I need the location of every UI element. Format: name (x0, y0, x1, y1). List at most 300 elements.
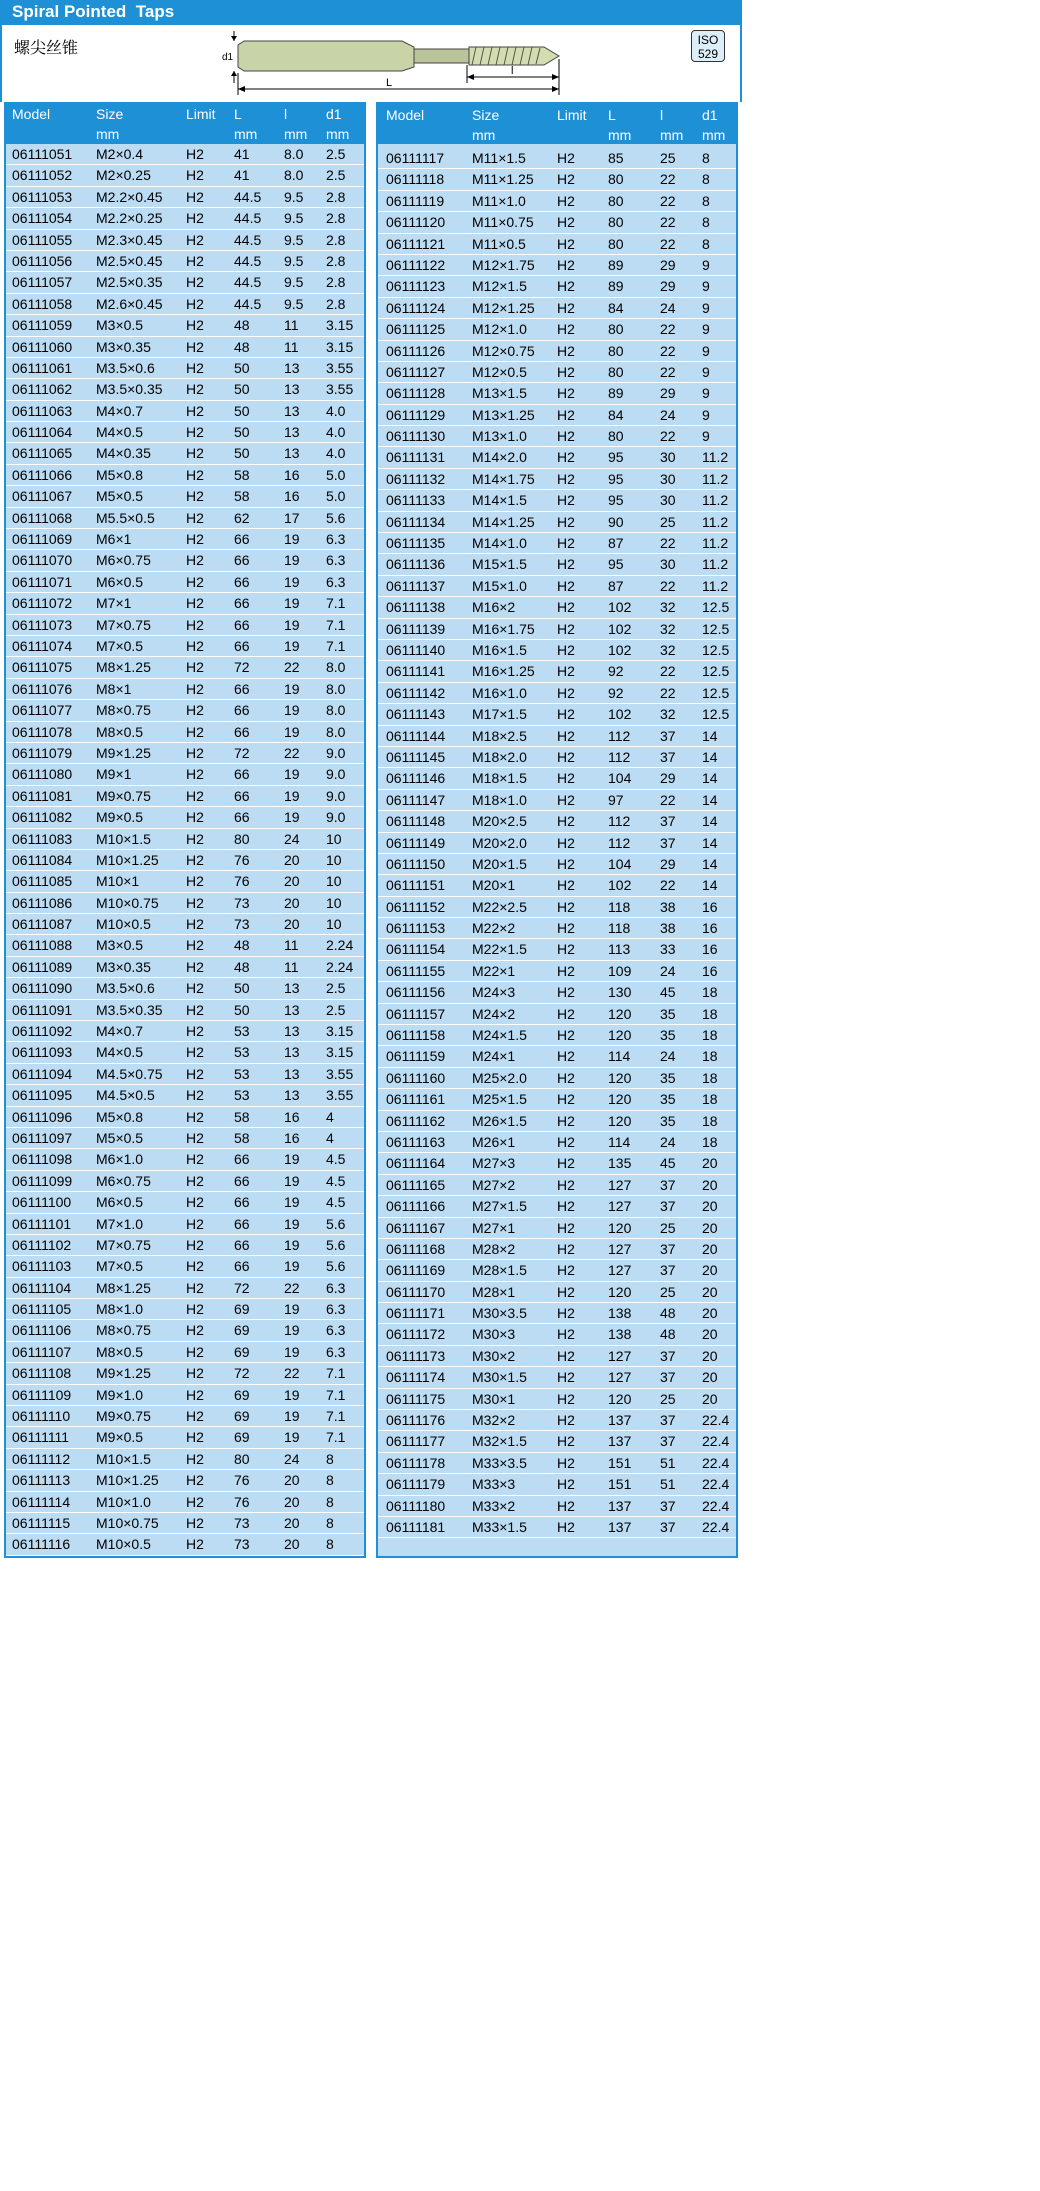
table-row (378, 1431, 736, 1452)
cell-l: 19 (284, 1172, 300, 1189)
cell-d1: 10 (326, 830, 342, 847)
cell-L: 66 (234, 1172, 250, 1189)
cell-model: 06111141 (386, 663, 446, 680)
cell-L: 44.5 (234, 188, 262, 205)
cell-model: 06111058 (12, 295, 73, 312)
table-row (6, 978, 364, 999)
table-row (378, 1175, 736, 1196)
cell-L: 97 (608, 791, 624, 808)
cell-l: 29 (660, 770, 676, 787)
cell-l: 25 (660, 1390, 676, 1407)
cell-model: 06111163 (386, 1133, 446, 1150)
table-row (378, 1496, 736, 1517)
table-row (6, 1128, 364, 1149)
table-row (6, 1470, 364, 1491)
cell-d1: 14 (702, 813, 718, 830)
cell-model: 06111126 (386, 342, 446, 359)
cell-d1: 2.5 (326, 146, 346, 162)
cell-size: M4×0.7 (96, 402, 144, 419)
cell-limit: H2 (557, 813, 575, 830)
cell-l: 35 (660, 1069, 676, 1086)
cell-size: M22×1 (472, 962, 516, 979)
cell-model: 06111173 (386, 1347, 446, 1364)
cell-size: M5×0.8 (96, 466, 144, 483)
cell-d1: 3.15 (326, 1044, 354, 1061)
cell-model: 06111144 (386, 727, 446, 744)
cell-model: 06111083 (12, 830, 73, 847)
cell-l: 8.0 (284, 167, 304, 184)
cell-limit: H2 (557, 748, 575, 765)
cell-d1: 2.5 (326, 980, 346, 997)
table-row (378, 747, 736, 768)
cell-size: M2.5×0.35 (96, 274, 163, 291)
cell-limit: H2 (186, 1408, 204, 1425)
cell-model: 06111175 (386, 1390, 446, 1407)
cell-d1: 3.55 (326, 1087, 354, 1104)
cell-d1: 4.0 (326, 445, 346, 462)
table-row (6, 315, 364, 336)
table-row (6, 871, 364, 892)
cell-L: 84 (608, 406, 624, 423)
cell-limit: H2 (186, 958, 204, 975)
cell-l: 37 (660, 1176, 676, 1193)
cell-model: 06111171 (386, 1305, 446, 1322)
cell-d1: 8 (326, 1450, 334, 1467)
cell-model: 06111112 (12, 1450, 71, 1467)
cell-model: 06111118 (386, 171, 445, 188)
cell-limit: H2 (186, 573, 204, 590)
table-row (6, 465, 364, 486)
cell-model: 06111128 (386, 385, 446, 402)
cell-limit: H2 (186, 616, 204, 633)
cell-d1: 5.6 (326, 1215, 346, 1232)
table-row (6, 529, 364, 550)
table-row (6, 914, 364, 935)
cell-limit: H2 (557, 898, 575, 915)
cell-L: 120 (608, 1390, 632, 1407)
cell-model: 06111179 (386, 1476, 446, 1493)
l-label: l (511, 65, 514, 77)
cell-l: 37 (660, 1497, 676, 1514)
table-row (378, 1260, 736, 1281)
cell-L: 120 (608, 1219, 632, 1236)
cell-size: M6×0.75 (96, 1172, 151, 1189)
cell-L: 80 (608, 235, 624, 252)
cell-limit: H2 (186, 1343, 204, 1360)
cell-limit: H2 (186, 894, 204, 911)
table-row (378, 1303, 736, 1324)
table-row (6, 679, 364, 700)
cell-d1: 22.4 (702, 1433, 730, 1450)
cell-l: 13 (284, 1087, 300, 1104)
cell-l: 19 (284, 766, 300, 783)
cell-L: 112 (608, 834, 631, 851)
cell-l: 37 (660, 1433, 676, 1450)
cell-model: 06111077 (12, 702, 73, 719)
cell-size: M27×2 (472, 1176, 516, 1193)
col-size: Size (472, 107, 500, 123)
cell-l: 22 (284, 1365, 300, 1382)
cell-L: 90 (608, 513, 624, 530)
cell-limit: H2 (557, 855, 575, 872)
cell-size: M28×2 (472, 1240, 516, 1257)
cell-l: 19 (284, 1236, 300, 1253)
table-row (378, 1324, 736, 1345)
cell-d1: 2.24 (326, 937, 354, 954)
table-row (378, 1046, 736, 1067)
cell-limit: H2 (186, 1108, 204, 1125)
cell-model: 06111119 (386, 192, 445, 209)
cell-limit: H2 (557, 577, 575, 594)
cell-l: 22 (660, 877, 676, 894)
cell-limit: H2 (186, 637, 204, 654)
cell-model: 06111154 (386, 941, 446, 958)
cell-limit: H2 (557, 214, 575, 231)
cell-model: 06111161 (386, 1091, 446, 1108)
cell-model: 06111104 (12, 1279, 72, 1296)
col-l-unit: mm (284, 126, 308, 142)
cell-l: 19 (284, 531, 300, 548)
cell-L: 92 (608, 663, 624, 680)
cell-limit: H2 (186, 1151, 204, 1168)
cell-d1: 9.0 (326, 787, 346, 804)
cell-model: 06111143 (386, 706, 446, 723)
cell-d1: 20 (702, 1305, 718, 1322)
cell-l: 13 (284, 1065, 300, 1082)
cell-limit: H2 (557, 192, 575, 209)
cell-size: M18×1.0 (472, 791, 527, 808)
col-L: L (234, 106, 242, 122)
cell-L: 89 (608, 256, 624, 273)
cell-d1: 18 (702, 1048, 718, 1065)
cell-limit: H2 (557, 428, 575, 445)
table-row (6, 1427, 364, 1448)
table-row (6, 486, 364, 507)
cell-model: 06111096 (12, 1108, 73, 1125)
table-row (6, 508, 364, 529)
cell-model: 06111068 (12, 509, 73, 526)
cell-l: 45 (660, 984, 676, 1001)
cell-L: 44.5 (234, 295, 262, 312)
cell-L: 137 (608, 1433, 632, 1450)
cell-limit: H2 (186, 1301, 204, 1318)
cell-model: 06111071 (12, 573, 73, 590)
cell-d1: 8 (326, 1515, 334, 1531)
cell-l: 22 (660, 192, 676, 209)
cell-L: 127 (608, 1240, 632, 1257)
cell-l: 22 (660, 235, 676, 252)
cell-limit: H2 (557, 770, 575, 787)
table-row (6, 1064, 364, 1085)
cell-l: 13 (284, 402, 300, 419)
cell-model: 06111132 (386, 470, 446, 487)
cell-size: M16×1.5 (472, 641, 527, 658)
cell-size: M10×1 (96, 873, 140, 890)
cell-model: 06111127 (386, 363, 446, 380)
table-row (6, 722, 364, 743)
cell-size: M28×1.5 (472, 1262, 527, 1279)
cell-limit: H2 (186, 659, 204, 676)
cell-L: 114 (608, 1133, 631, 1150)
cell-limit: H2 (186, 274, 204, 291)
cell-size: M15×1.0 (472, 577, 527, 594)
table-row (6, 422, 364, 443)
col-L: L (608, 107, 616, 123)
cell-size: M32×1.5 (472, 1433, 527, 1450)
cell-limit: H2 (186, 702, 204, 719)
cell-limit: H2 (557, 727, 575, 744)
cell-d1: 20 (702, 1155, 718, 1172)
cell-size: M3×0.5 (96, 317, 144, 334)
cell-model: 06111060 (12, 338, 73, 355)
cell-limit: H2 (557, 791, 575, 808)
table-row (6, 1492, 364, 1513)
header-area (0, 25, 742, 102)
cell-model: 06111103 (12, 1258, 72, 1275)
cell-L: 127 (608, 1369, 632, 1386)
L-label: L (386, 77, 393, 89)
cell-l: 25 (660, 1283, 676, 1300)
cell-d1: 6.3 (326, 531, 346, 548)
cell-d1: 11.2 (702, 492, 729, 509)
cell-limit: H2 (186, 509, 204, 526)
cell-size: M8×1 (96, 680, 132, 697)
cell-l: 19 (284, 1429, 300, 1446)
cell-d1: 7.1 (326, 1386, 346, 1403)
cell-d1: 9.0 (326, 766, 346, 783)
cell-size: M9×0.5 (96, 809, 144, 826)
cell-l: 16 (284, 466, 300, 483)
cell-L: 66 (234, 809, 250, 826)
cell-size: M22×2.5 (472, 898, 527, 915)
cell-limit: H2 (557, 1240, 575, 1257)
cell-L: 80 (608, 192, 624, 209)
cell-L: 69 (234, 1301, 250, 1318)
cell-l: 19 (284, 723, 300, 740)
table-row (6, 1385, 364, 1406)
cell-size: M32×2 (472, 1412, 516, 1429)
cell-model: 06111166 (386, 1198, 446, 1215)
table-row (6, 636, 364, 657)
cell-l: 24 (284, 830, 300, 847)
cell-model: 06111063 (12, 402, 73, 419)
cell-d1: 8 (702, 171, 710, 188)
cell-size: M14×2.0 (472, 449, 527, 466)
cell-size: M10×1.25 (96, 1472, 159, 1489)
cell-d1: 8.0 (326, 659, 346, 676)
cell-L: 135 (608, 1155, 632, 1172)
cell-model: 06111065 (12, 445, 73, 462)
table-row (378, 982, 736, 1003)
cell-l: 19 (284, 702, 300, 719)
cell-model: 06111133 (386, 492, 446, 509)
table-row (6, 786, 364, 807)
cell-L: 66 (234, 616, 250, 633)
cell-d1: 2.8 (326, 188, 346, 205)
table-row (6, 1107, 364, 1128)
cell-l: 22 (660, 684, 676, 701)
cell-L: 44.5 (234, 231, 262, 248)
cell-size: M3×0.35 (96, 958, 151, 975)
cell-limit: H2 (557, 1262, 575, 1279)
cell-d1: 20 (702, 1262, 718, 1279)
table-row (378, 576, 736, 597)
table-row (378, 341, 736, 362)
cell-L: 127 (608, 1347, 632, 1364)
cell-d1: 11.2 (702, 470, 729, 487)
cell-l: 22 (660, 535, 676, 552)
table-row (6, 294, 364, 315)
cell-L: 112 (608, 813, 631, 830)
cell-model: 06111142 (386, 684, 446, 701)
cell-L: 66 (234, 1236, 250, 1253)
cell-model: 06111080 (12, 766, 73, 783)
cell-l: 8.0 (284, 146, 304, 162)
col-model: Model (12, 106, 51, 122)
cell-model: 06111167 (386, 1219, 446, 1236)
cell-model: 06111137 (386, 577, 446, 594)
cell-model: 06111091 (12, 1001, 73, 1018)
cell-limit: H2 (186, 1215, 204, 1232)
cell-L: 62 (234, 509, 250, 526)
cell-limit: H2 (557, 385, 575, 402)
cell-d1: 10 (326, 873, 342, 890)
cell-L: 120 (608, 1069, 632, 1086)
cell-model: 06111140 (386, 641, 446, 658)
cell-limit: H2 (557, 556, 575, 573)
cell-L: 66 (234, 1215, 250, 1232)
cell-size: M28×1 (472, 1283, 516, 1300)
cell-d1: 3.55 (326, 359, 354, 376)
cell-d1: 18 (702, 1112, 718, 1129)
cell-model: 06111172 (386, 1326, 446, 1343)
cell-L: 114 (608, 1048, 631, 1065)
cell-model: 06111159 (386, 1048, 446, 1065)
cell-l: 35 (660, 1027, 676, 1044)
cell-model: 06111139 (386, 620, 446, 637)
cell-limit: H2 (186, 466, 204, 483)
cell-model: 06111094 (12, 1065, 73, 1082)
table-row (378, 1132, 736, 1153)
cell-d1: 8 (702, 192, 710, 209)
cell-l: 37 (660, 1262, 676, 1279)
cell-d1: 20 (702, 1176, 718, 1193)
cell-d1: 18 (702, 1069, 718, 1086)
cell-l: 32 (660, 706, 676, 723)
cell-L: 69 (234, 1322, 250, 1339)
cell-l: 19 (284, 680, 300, 697)
table-row (378, 1453, 736, 1474)
cell-l: 11 (284, 958, 299, 975)
cell-l: 37 (660, 748, 676, 765)
cell-limit: H2 (557, 1005, 575, 1022)
cell-L: 137 (608, 1412, 632, 1429)
title-bar (0, 0, 742, 25)
cell-d1: 20 (702, 1219, 718, 1236)
cell-limit: H2 (557, 877, 575, 894)
cell-size: M13×1.5 (472, 385, 527, 402)
cell-L: 66 (234, 766, 250, 783)
cell-limit: H2 (557, 1326, 575, 1343)
col-d1: d1 (326, 106, 342, 122)
cell-limit: H2 (557, 1091, 575, 1108)
cell-size: M2×0.25 (96, 167, 151, 184)
cell-d1: 8.0 (326, 680, 346, 697)
cell-size: M30×3.5 (472, 1305, 527, 1322)
cell-L: 120 (608, 1091, 632, 1108)
cell-limit: H2 (557, 984, 575, 1001)
cell-limit: H2 (186, 723, 204, 740)
cell-l: 30 (660, 556, 676, 573)
cell-limit: H2 (557, 535, 575, 552)
cell-size: M13×1.0 (472, 428, 527, 445)
table-row (378, 875, 736, 896)
cell-limit: H2 (557, 235, 575, 252)
cell-l: 48 (660, 1305, 676, 1322)
cell-limit: H2 (557, 941, 575, 958)
cell-L: 73 (234, 916, 250, 933)
cell-L: 102 (608, 877, 632, 894)
cell-limit: H2 (557, 1176, 575, 1193)
cell-l: 37 (660, 813, 676, 830)
table-row (6, 1171, 364, 1192)
table-row (6, 1406, 364, 1427)
cell-d1: 22.4 (702, 1476, 730, 1493)
col-size-unit: mm (96, 126, 120, 142)
cell-size: M26×1.5 (472, 1112, 527, 1129)
cell-l: 19 (284, 1386, 300, 1403)
table-row (6, 1214, 364, 1235)
table-row (6, 358, 364, 379)
cell-size: M10×1.0 (96, 1493, 151, 1510)
cell-limit: H2 (186, 1023, 204, 1040)
col-l-unit: mm (660, 127, 684, 143)
cell-size: M7×0.5 (96, 1258, 144, 1275)
cell-size: M16×1.0 (472, 684, 527, 701)
cell-L: 95 (608, 449, 624, 466)
cell-d1: 7.1 (326, 1408, 346, 1425)
cell-l: 19 (284, 1343, 300, 1360)
table-row (378, 212, 736, 233)
cell-limit: H2 (557, 321, 575, 338)
cell-size: M16×1.75 (472, 620, 535, 637)
cell-L: 118 (608, 898, 631, 915)
table-row (6, 850, 364, 871)
cell-model: 06111160 (386, 1069, 446, 1086)
cell-l: 22 (660, 342, 676, 359)
cell-l: 29 (660, 278, 676, 295)
cell-l: 37 (660, 834, 676, 851)
table-row (6, 1000, 364, 1021)
cell-model: 06111051 (12, 146, 73, 162)
chinese-subtitle: 螺尖丝锥 (14, 40, 79, 57)
cell-l: 24 (660, 1048, 676, 1065)
cell-d1: 2.8 (326, 210, 346, 227)
cell-model: 06111072 (12, 595, 73, 612)
cell-limit: H2 (557, 641, 575, 658)
cell-model: 06111092 (12, 1023, 73, 1040)
cell-l: 20 (284, 894, 300, 911)
cell-model: 06111090 (12, 980, 73, 997)
cell-d1: 20 (702, 1369, 718, 1386)
cell-model: 06111114 (12, 1493, 71, 1510)
cell-size: M22×2 (472, 920, 516, 937)
cell-l: 19 (284, 1258, 300, 1275)
table-row (378, 191, 736, 212)
cell-l: 37 (660, 1369, 676, 1386)
cell-size: M20×2.0 (472, 834, 527, 851)
cell-model: 06111064 (12, 424, 73, 441)
